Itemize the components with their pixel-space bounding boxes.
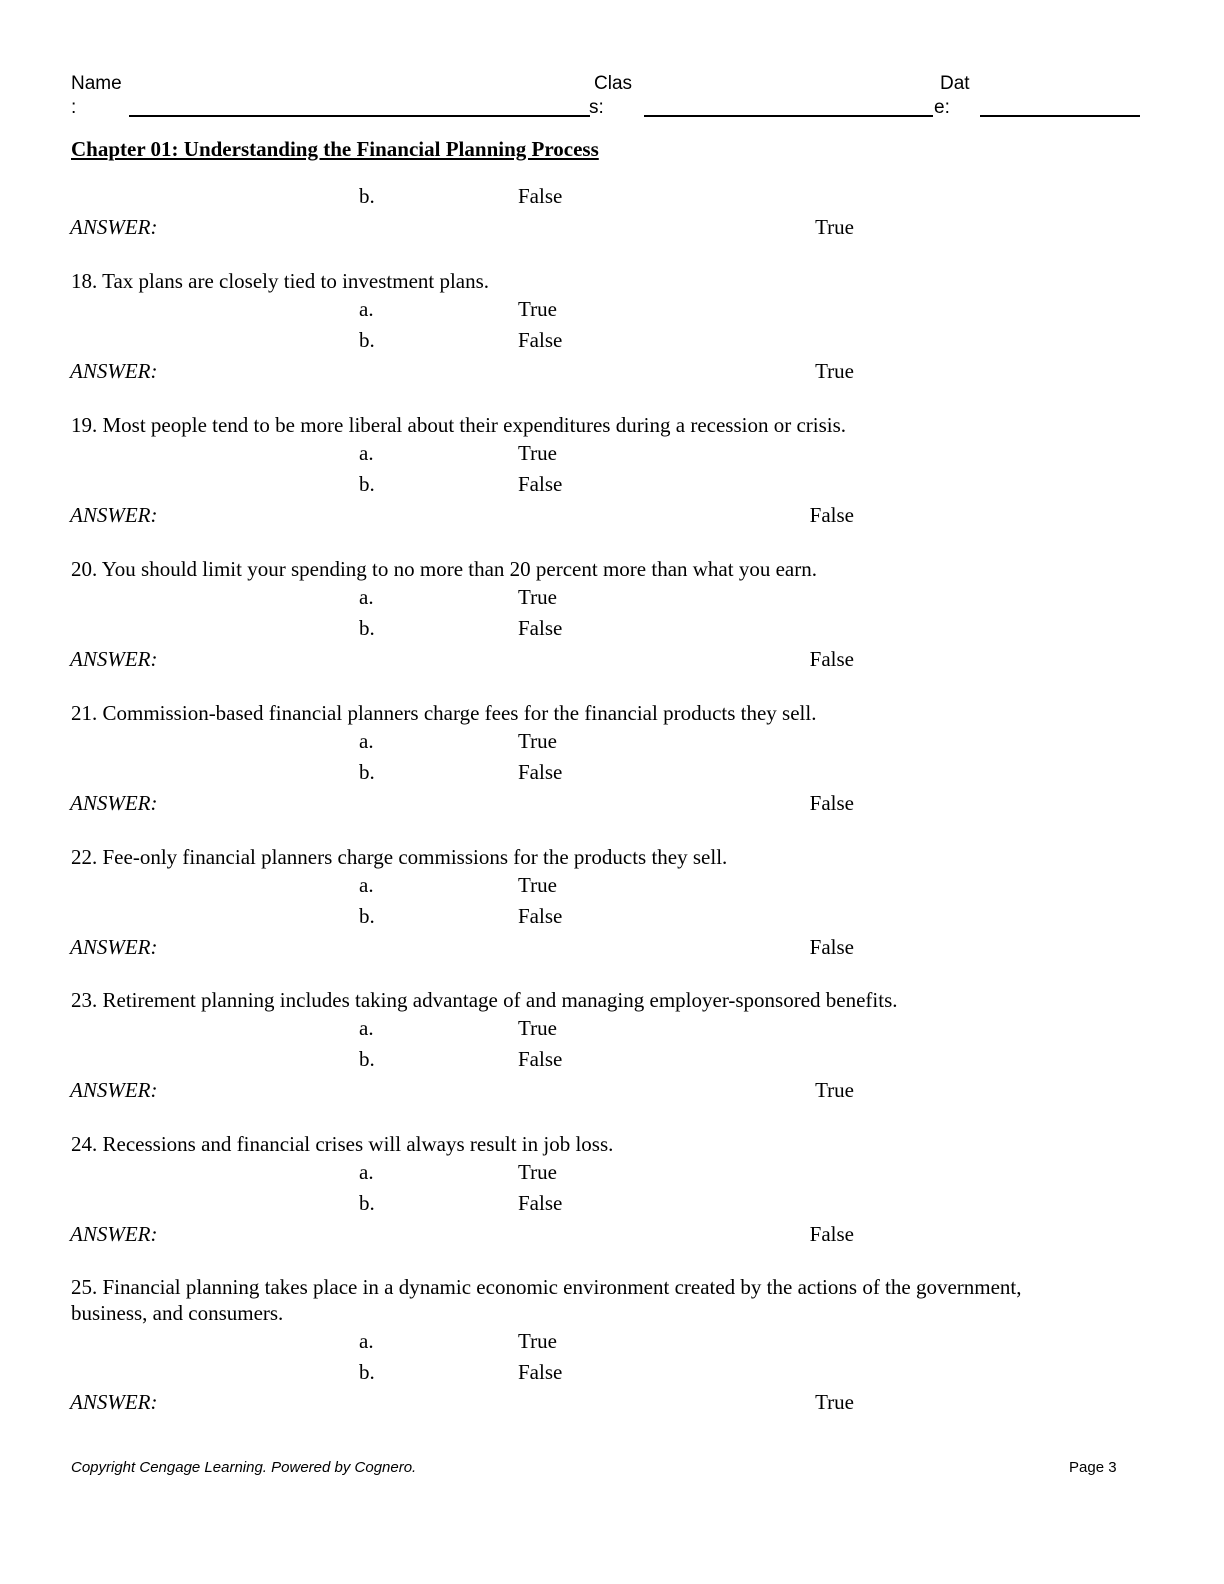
option-letter: a.: [359, 441, 374, 465]
date-field-line[interactable]: [980, 115, 1140, 117]
answer-value: True: [815, 215, 854, 239]
name-label: Name: [71, 73, 122, 94]
answer-label: ANSWER:: [70, 1222, 158, 1246]
class-label-suffix: s:: [589, 97, 604, 118]
date-label-suffix: e:: [934, 97, 950, 118]
question-text: 25. Financial planning takes place in a dynamic economic environment created by the actions of the government, business, and consumers.: [71, 1275, 1022, 1325]
option-letter: a.: [359, 729, 374, 753]
answer-label: ANSWER:: [70, 1078, 158, 1102]
question-text: 23. Retirement planning includes taking advantage of and managing employer-sponsored benefits.: [71, 988, 898, 1012]
option-letter: b.: [359, 616, 375, 640]
option-letter: a.: [359, 585, 374, 609]
option-text: False: [518, 184, 563, 208]
option-text: False: [518, 1047, 563, 1071]
option-letter: b.: [359, 328, 375, 352]
answer-value: False: [809, 503, 854, 527]
option-letter: a.: [359, 297, 374, 321]
answer-value: True: [815, 1390, 854, 1414]
chapter-title: Chapter 01: Understanding the Financial Planning Process: [71, 137, 599, 161]
option-text: True: [518, 1160, 557, 1184]
option-text: False: [518, 328, 563, 352]
option-text: True: [518, 873, 557, 897]
option-text: True: [518, 1016, 557, 1040]
option-letter: a.: [359, 1016, 374, 1040]
footer-copyright: Copyright Cengage Learning. Powered by Cognero.: [71, 1459, 417, 1476]
option-text: False: [518, 472, 563, 496]
option-letter: a.: [359, 1160, 374, 1184]
answer-value: True: [815, 1078, 854, 1102]
date-label: Dat: [940, 73, 970, 94]
class-label: Clas: [594, 73, 633, 94]
option-text: False: [518, 616, 563, 640]
question-text: 22. Fee-only financial planners charge commissions for the products they sell.: [71, 845, 728, 869]
answer-label: ANSWER:: [70, 935, 158, 959]
name-label-colon: :: [71, 97, 77, 118]
name-field-line[interactable]: [129, 115, 590, 117]
option-text: False: [518, 1191, 563, 1215]
question-text: 21. Commission-based financial planners charge fees for the financial products they sell.: [71, 701, 817, 725]
option-text: False: [518, 1360, 563, 1384]
option-text: False: [518, 760, 563, 784]
answer-label: ANSWER:: [70, 647, 158, 671]
option-text: True: [518, 441, 557, 465]
footer-page-number: Page 3: [1069, 1459, 1117, 1476]
option-letter: b.: [359, 904, 375, 928]
class-field-line[interactable]: [644, 115, 933, 117]
answer-value: False: [809, 791, 854, 815]
option-letter: a.: [359, 1329, 374, 1353]
option-letter: b.: [359, 472, 375, 496]
question-text: 18. Tax plans are closely tied to investment plans.: [71, 269, 490, 293]
option-text: True: [518, 585, 557, 609]
option-letter: b.: [359, 1360, 375, 1384]
option-letter: b.: [359, 760, 375, 784]
answer-label: ANSWER:: [70, 503, 158, 527]
question-text: 24. Recessions and financial crises will always result in job loss.: [71, 1132, 614, 1156]
option-text: False: [518, 904, 563, 928]
option-letter: b.: [359, 1047, 375, 1071]
answer-value: False: [809, 1222, 854, 1246]
answer-value: True: [815, 359, 854, 383]
option-letter: b.: [359, 184, 375, 208]
option-text: True: [518, 297, 557, 321]
option-letter: b.: [359, 1191, 375, 1215]
answer-value: False: [809, 935, 854, 959]
answer-label: ANSWER:: [70, 359, 158, 383]
question-text: 20. You should limit your spending to no more than 20 percent more than what you earn.: [71, 557, 817, 581]
answer-label: ANSWER:: [70, 1390, 158, 1414]
answer-label: ANSWER:: [70, 791, 158, 815]
option-text: True: [518, 729, 557, 753]
answer-value: False: [809, 647, 854, 671]
answer-label: ANSWER:: [70, 215, 158, 239]
option-text: True: [518, 1329, 557, 1353]
question-text: 19. Most people tend to be more liberal about their expenditures during a recession or crisis.: [71, 413, 847, 437]
option-letter: a.: [359, 873, 374, 897]
